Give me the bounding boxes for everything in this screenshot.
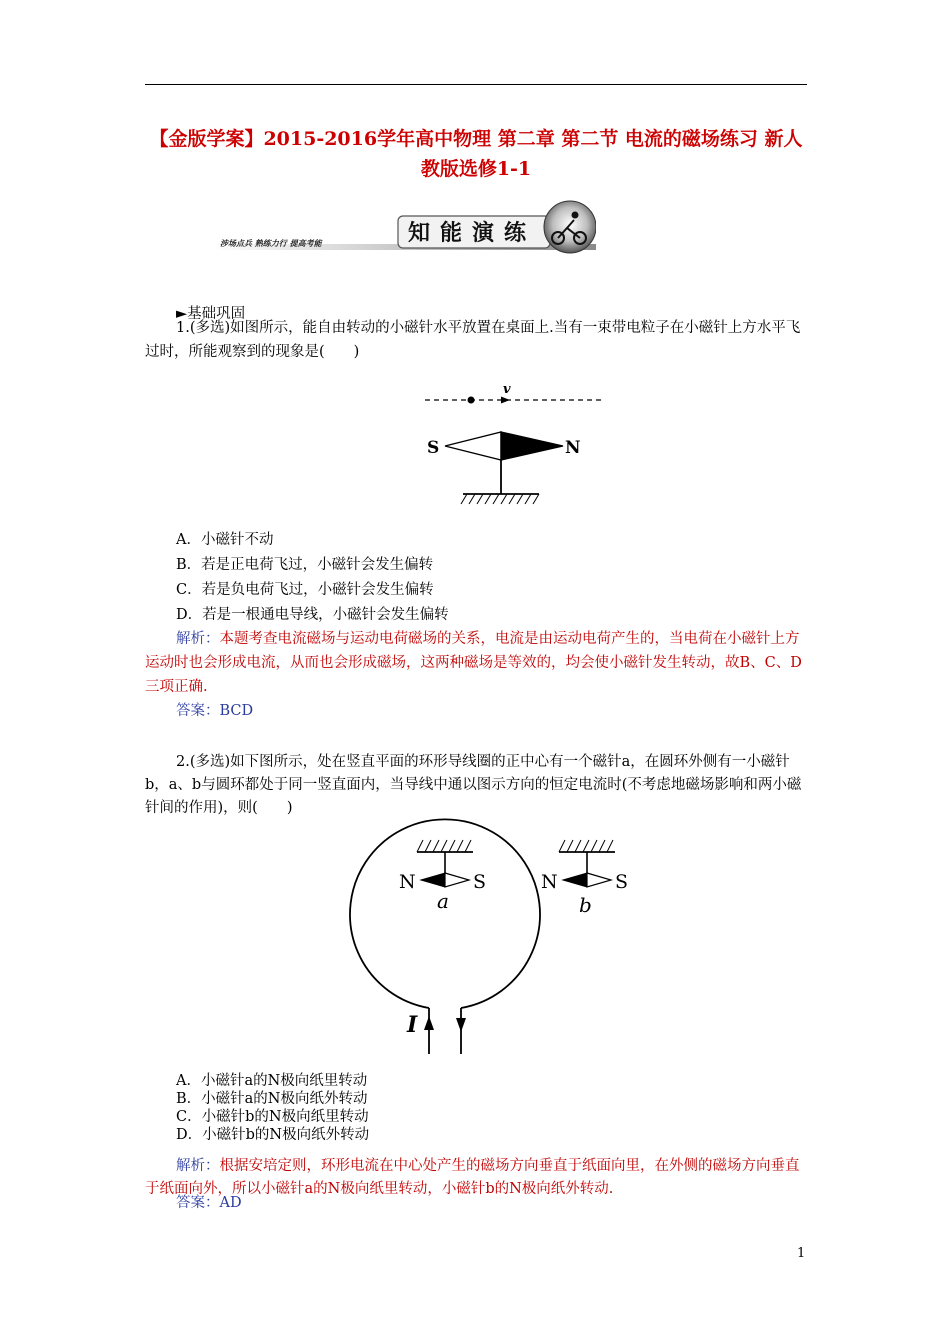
s-pole-label: S <box>427 438 440 458</box>
needle-b-label: b <box>579 893 592 917</box>
banner-slogan: 涉场点兵 熟练力行 提高考能 <box>220 238 322 248</box>
header-rule <box>145 84 807 85</box>
q2-answer <box>176 1193 242 1213</box>
q1-answer-value: BCD <box>219 703 254 719</box>
needle-b-s-label: S <box>615 871 629 893</box>
q1-analysis <box>145 627 807 699</box>
section-banner <box>212 200 596 254</box>
section-heading: ►基础巩固 <box>176 306 246 322</box>
page-number: 1 <box>797 1246 806 1261</box>
q1-option-a: A．小磁针不动 <box>176 532 274 548</box>
banner-label: 知能演练 <box>408 220 537 246</box>
q2-answer-value: AD <box>219 1195 242 1211</box>
q2-option-b: B．小磁针a的N极向纸外转动 <box>176 1091 368 1107</box>
q1-option-d: D．若是一根通电导线，小磁针会发生偏转 <box>176 607 449 623</box>
q2-analysis-text: 根据安培定则，环形电流在中心处产生的磁场方向垂直于纸面向里，在外侧的磁场方向垂直于纸面向外，所以小磁针a的N极向纸里转动，小磁针b的N极向纸外转动. <box>145 1158 800 1197</box>
n-pole-label: N <box>565 438 581 458</box>
q1-answer-label: 答案： <box>176 703 220 719</box>
needle-b-n-label: N <box>541 871 558 893</box>
q1-analysis-label: 解析： <box>176 631 220 647</box>
figure-compass-needle <box>415 376 615 512</box>
figure-ring-current <box>345 818 645 1058</box>
q2-analysis <box>145 1155 807 1201</box>
q2-option-d: D．小磁针b的N极向纸外转动 <box>176 1127 370 1143</box>
q2-answer-label: 答案： <box>176 1195 220 1211</box>
question-2-stem: 2.(多选)如下图所示，处在竖直平面的环形导线圈的正中心有一个磁针a，在圆环外侧有一小磁针b，a、b与圆环都处于同一竖直面内，当导线中通以图示方向的恒定电流时(不考虑地磁场影响和两小磁针间的作用)，则( ) <box>145 754 802 816</box>
page-title: 【金版学案】2015-2016学年高中物理 第二章 第二节 电流的磁场练习 新人教版选修1-1 <box>149 128 803 180</box>
velocity-label: v <box>503 382 511 397</box>
current-label: I <box>407 1012 418 1038</box>
q1-option-c: C．若是负电荷飞过，小磁针会发生偏转 <box>176 582 434 598</box>
q2-option-c: C．小磁针b的N极向纸里转动 <box>176 1109 369 1125</box>
q1-option-b: B．若是正电荷飞过，小磁针会发生偏转 <box>176 557 434 573</box>
q1-analysis-text: 本题考查电流磁场与运动电荷磁场的关系，电流是由运动电荷产生的，当电荷在小磁针上方运动时也会形成电流，从而也会形成磁场，这两种磁场是等效的，均会使小磁针发生转动，故B、C、D三项正确. <box>145 631 802 695</box>
needle-a-n-label: N <box>399 871 416 893</box>
needle-a-s-label: S <box>473 871 487 893</box>
q1-answer <box>176 701 253 721</box>
q2-option-a: A．小磁针a的N极向纸里转动 <box>176 1073 368 1089</box>
q2-analysis-label: 解析： <box>176 1158 220 1174</box>
needle-a-label: a <box>437 889 449 913</box>
question-1-stem: 1.(多选)如图所示，能自由转动的小磁针水平放置在桌面上.当有一束带电粒子在小磁针上方水平飞过时，所能观察到的现象是( ) <box>145 320 801 360</box>
